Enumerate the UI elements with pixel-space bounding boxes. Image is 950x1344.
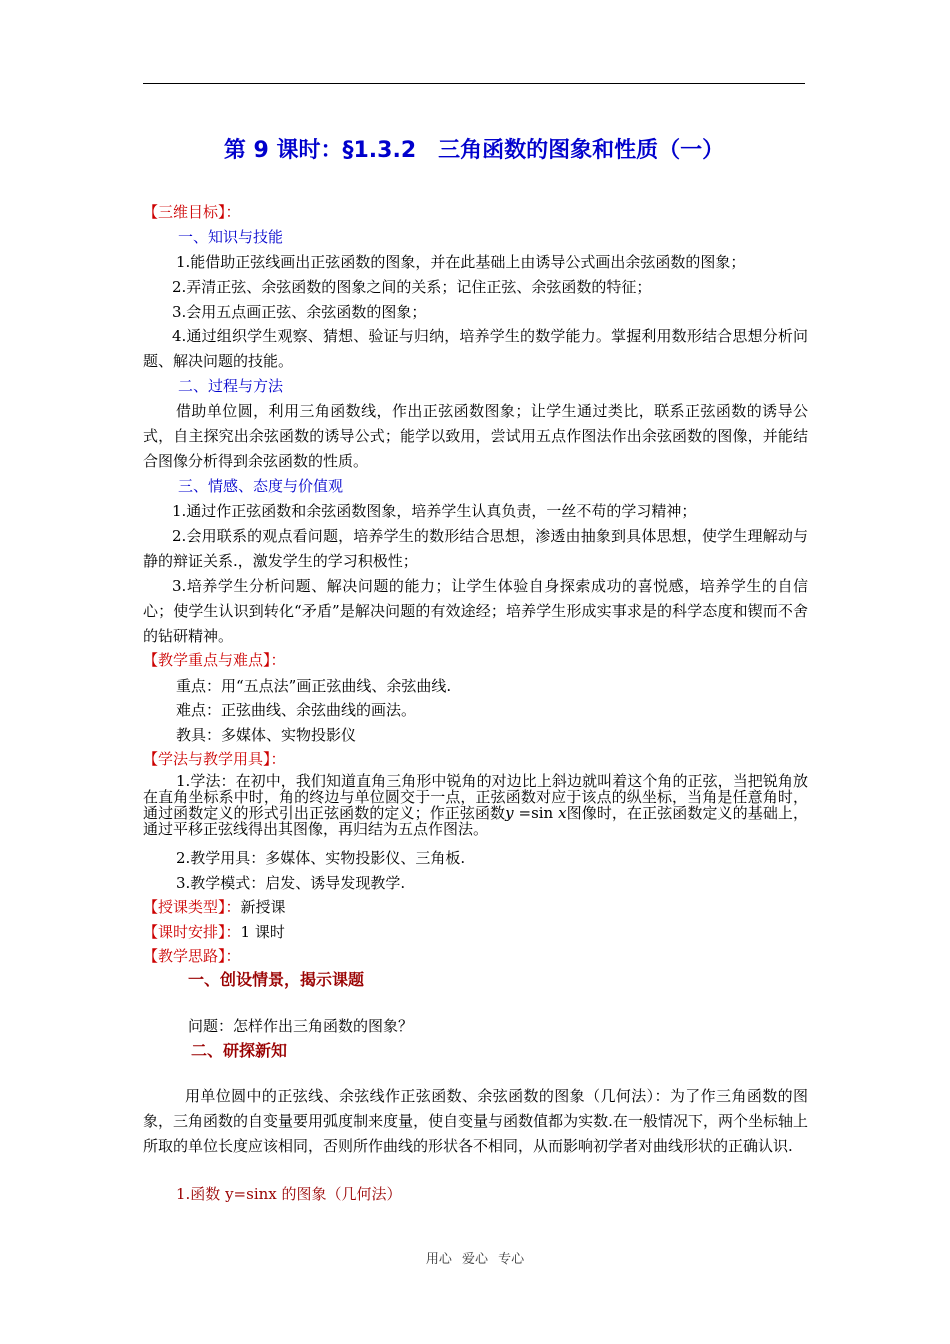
- process-text: 借助单位圆，利用三角函数线，作出正弦函数图象；让学生通过类比，联系正弦函数的诱导公式，自主探究出余弦函数的诱导公式；能学以致用，尝试用五点作图法作出余弦函数的图像，并能结合图像分析得到余弦函数的性质。: [143, 402, 808, 470]
- math-x: x: [558, 804, 567, 822]
- approach-heading: 【教学思路】：: [143, 947, 241, 965]
- part2-sub1: 1.函数 y=sinx 的图象（几何法）: [176, 1185, 402, 1203]
- knowledge-item-4: 4.通过组织学生观察、猜想、验证与归纳，培养学生的数学能力。掌握利用数形结合思想分析问题、解决问题的技能。: [143, 327, 808, 370]
- schedule-value: 1 课时: [240, 923, 285, 941]
- knowledge-item-2: 2.弄清正弦、余弦函数的图象之间的关系；记住正弦、余弦函数的特征；: [172, 278, 652, 296]
- methods-item-3: 3.教学模式：启发、诱导发现教学.: [176, 874, 406, 892]
- schedule-heading: 【课时安排】：: [143, 923, 241, 941]
- goals-heading: 【三维目标】：: [143, 203, 241, 221]
- methods-item-2: 2.教学用具：多媒体、实物投影仪、三角板.: [176, 849, 466, 867]
- methods-item-1: [143, 773, 808, 837]
- emotion-item-1: 1.通过作正弦函数和余弦函数图象，培养学生认真负责，一丝不苟的学习精神；: [172, 502, 697, 520]
- lesson-type-value: 新授课: [240, 898, 286, 916]
- knowledge-heading: 一、知识与技能: [178, 228, 284, 246]
- emotion-item-3: 3.培养学生分析问题、解决问题的能力；让学生体验自身探索成功的喜悦感，培养学生的自信心；使学生认识到转化“矛盾”是解决问题的有效途经；培养学生形成实事求是的科学态度和锲而不舍的钻研精神。: [143, 577, 808, 645]
- lesson-type: [143, 897, 286, 917]
- schedule: [143, 922, 285, 942]
- methods-heading: 【学法与教学用具】：: [143, 750, 286, 768]
- math-y: y: [505, 804, 514, 822]
- knowledge-item-1: 1.能借助正弦线画出正弦函数的图象，并在此基础上由诱导公式画出余弦函数的图象；: [176, 253, 746, 271]
- part2-heading: 二、研探新知: [191, 1041, 288, 1060]
- process-heading: 二、过程与方法: [178, 377, 284, 395]
- lesson-type-heading: 【授课类型】：: [143, 898, 241, 916]
- part2-text: 用单位圆中的正弦线、余弦线作正弦函数、余弦函数的图象（几何法）：为了作三角函数的图象，三角函数的自变量要用弧度制来度量，使自变量与函数值都为实数.在一般情况下，两个坐标轴上所取的单位长度应该相同，否则所作曲线的形状各不相同，从而影响初学者对曲线形状的正确认识.: [143, 1087, 808, 1155]
- page-title: 第 9 课时：§1.3.2 三角函数的图象和性质（一）: [223, 138, 725, 163]
- key-focus: 重点：用“五点法”画正弦曲线、余弦曲线.: [176, 677, 452, 695]
- part1-question: 问题：怎样作出三角函数的图象？: [188, 1017, 414, 1035]
- methods-item-1-text-before: 1.学法：在初中，我们知道直角三角形中锐角的对边比上斜边就叫着这个角的正弦，当把锐角放在直角坐标系中时，角的终边与单位圆交于一点，正弦函数对应于该点的纵坐标，当角是任意角时，通过函数定义的形式引出正弦函数的定义；作正弦函数: [143, 772, 808, 822]
- math-sin: =sin: [513, 804, 559, 822]
- knowledge-item-3: 3.会用五点画正弦、余弦函数的图象；: [172, 303, 427, 321]
- part1-heading: 一、创设情景，揭示课题: [188, 970, 365, 989]
- key-difficulty: 难点：正弦曲线、余弦曲线的画法。: [176, 701, 417, 719]
- key-tools: 教具：多媒体、实物投影仪: [176, 726, 357, 744]
- emotion-item-2: 2.会用联系的观点看问题，培养学生的数形结合思想，渗透由抽象到具体思想，使学生理解动与静的辩证关系.，激发学生的学习积极性；: [143, 527, 808, 570]
- methods-item-1-text-after: 图像时，在正弦函数定义的基础上，通过平移正弦线得出其图像，再归结为五点作图法。: [143, 804, 808, 838]
- header-rule: [143, 83, 805, 84]
- emotion-heading: 三、情感、态度与价值观: [178, 477, 344, 495]
- key-points-heading: 【教学重点与难点】：: [143, 651, 286, 669]
- page-footer: 用心 爱心 专心: [425, 1252, 525, 1267]
